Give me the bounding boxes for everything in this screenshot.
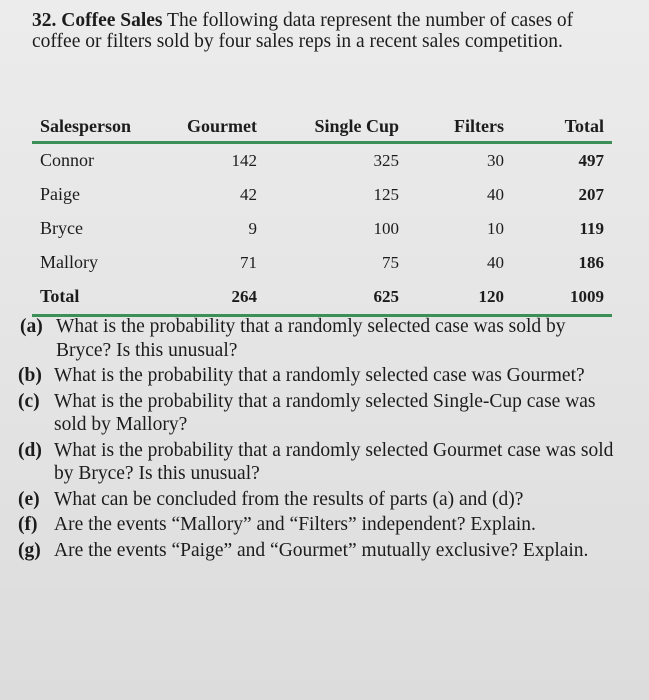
question-a: [20, 315, 618, 362]
table-header-row: [32, 110, 612, 143]
question-text: What is the probability that a randomly selected Single-Cup case was sold by Mallory?: [54, 390, 596, 435]
question-text: What can be concluded from the results of parts (a) and (d)?: [54, 488, 524, 510]
question-text: Are the events “Paige” and “Gourmet” mutually exclusive? Explain.: [54, 539, 589, 561]
question-c: [18, 390, 618, 437]
table-row: [32, 178, 612, 212]
question-d: [18, 439, 618, 486]
problem-number: 32.: [32, 10, 57, 31]
question-label: (a): [20, 316, 43, 337]
question-e: [18, 488, 618, 512]
question-label: (e): [18, 488, 40, 510]
question-text: What is the probability that a randomly selected case was Gourmet?: [54, 365, 585, 386]
cell-total: 186: [578, 252, 604, 272]
problem-statement: [32, 10, 592, 52]
question-b: [18, 364, 618, 388]
cell-filters: 40: [487, 184, 504, 204]
cell-single-cup: 625: [265, 280, 407, 316]
cell-gourmet: 71: [240, 252, 257, 272]
question-f: [18, 513, 618, 537]
cell-single-cup: 100: [373, 218, 399, 238]
cell-filters: 30: [487, 150, 504, 170]
cell-filters: 120: [407, 280, 512, 316]
cell-total: 207: [578, 184, 604, 204]
header-gourmet: Gourmet: [167, 110, 265, 143]
header-total: Total: [512, 110, 612, 143]
cell-filters: 40: [487, 252, 504, 272]
problem-title: Coffee Sales: [61, 10, 163, 31]
table-row: [32, 143, 612, 179]
header-filters: Filters: [407, 110, 512, 143]
cell-name: Mallory: [40, 252, 98, 272]
question-label: (c): [18, 390, 40, 412]
question-text: What is the probability that a randomly selected Gourmet case was sold by Bryce? Is this unusual?: [54, 439, 614, 484]
question-text: What is the probability that a randomly selected case was sold by Bryce? Is this unusual?: [56, 316, 566, 361]
cell-name: Bryce: [40, 218, 83, 238]
question-label: (d): [18, 439, 42, 461]
cell-gourmet: 142: [231, 150, 257, 170]
question-label: (f): [18, 514, 38, 535]
question-label: (g): [18, 539, 41, 561]
header-salesperson: Salesperson: [32, 110, 167, 143]
table-total-row: [32, 280, 612, 316]
cell-total: 1009: [512, 280, 612, 316]
cell-gourmet: 9: [248, 218, 257, 238]
cell-single-cup: 325: [373, 150, 399, 170]
question-label: (b): [18, 365, 42, 386]
cell-total: 497: [578, 150, 604, 170]
sales-table: [32, 110, 612, 317]
question-list: [18, 315, 618, 564]
cell-single-cup: 125: [373, 184, 399, 204]
question-g: [18, 539, 618, 563]
table-row: [32, 212, 612, 246]
cell-gourmet: 42: [240, 184, 257, 204]
header-single-cup: Single Cup: [265, 110, 407, 143]
problem-text: The following data represent the number of cases of coffee or filters sold by four sales reps in a recent sales competition.: [32, 10, 574, 52]
question-text: Are the events “Mallory” and “Filters” independent? Explain.: [54, 514, 536, 535]
cell-filters: 10: [487, 218, 504, 238]
cell-name: Total: [32, 280, 167, 316]
table-row: [32, 246, 612, 280]
cell-single-cup: 75: [382, 252, 399, 272]
cell-gourmet: 264: [167, 280, 265, 316]
cell-name: Paige: [40, 184, 80, 204]
cell-total: 119: [579, 218, 604, 238]
cell-name: Connor: [40, 150, 94, 170]
